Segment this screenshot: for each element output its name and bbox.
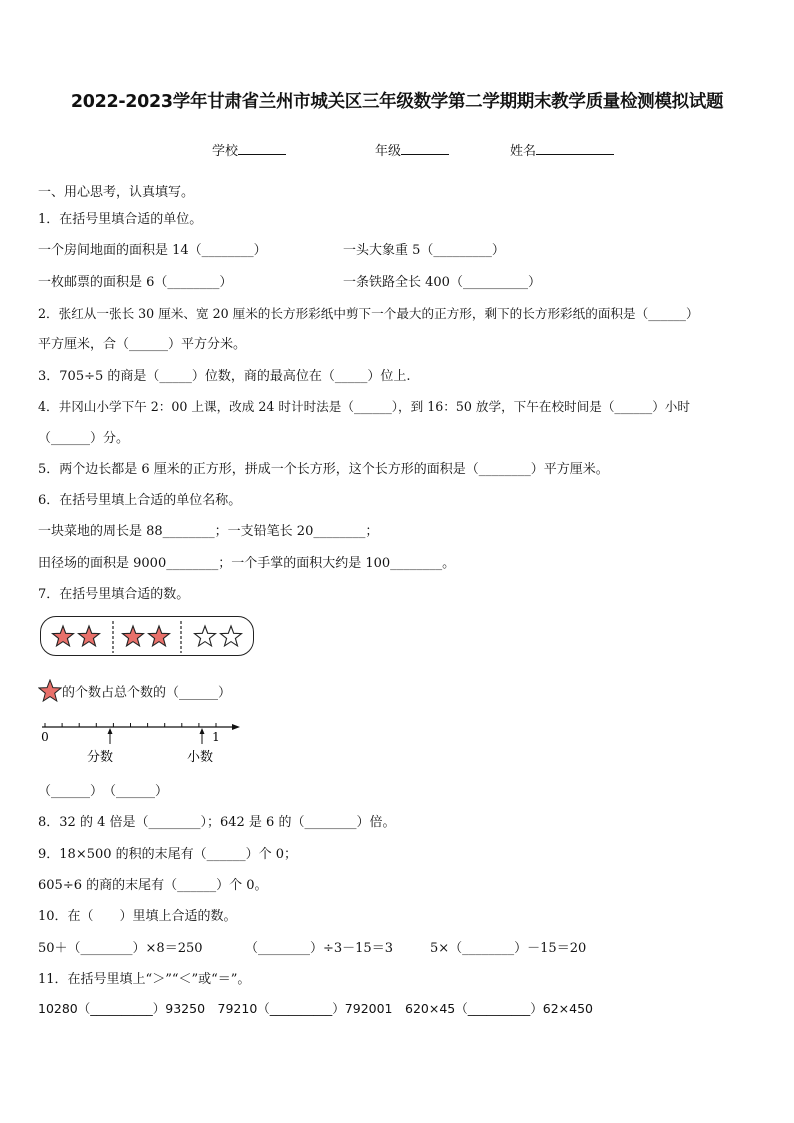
q8: 8．32 的 4 倍是（________）；642 是 6 的（________）倍。 <box>38 815 396 830</box>
q10-item-b: （________）÷3－15＝3 <box>245 941 393 956</box>
empty-star-icon <box>195 626 216 646</box>
star-group-box <box>40 616 254 656</box>
page-title: 2022-2023学年甘肃省兰州市城关区三年级数学第二学期期末教学质量检测模拟试题 <box>70 92 724 112</box>
school-field <box>212 140 286 159</box>
name-blank[interactable] <box>536 142 614 155</box>
q2-line-1: 2．张红从一张长 30 厘米、宽 20 厘米的长方形彩纸中剪下一个最大的正方形，剩下的长方形彩纸的面积是（______） <box>38 306 699 321</box>
q11-heading: 11．在括号里填上“＞”“＜”或“＝”。 <box>38 972 251 987</box>
q6-line-2: 田径场的面积是 9000________；一个手掌的面积大约是 100________。 <box>38 556 456 571</box>
section-1-heading: 一、用心思考，认真填写。 <box>38 185 195 200</box>
school-blank[interactable] <box>238 142 286 155</box>
filled-star-icon <box>123 626 144 646</box>
number-line <box>36 716 246 776</box>
q6-heading: 6．在括号里填上合适的单位名称。 <box>38 493 242 508</box>
school-label: 学校 <box>212 144 239 159</box>
q3: 3．705÷5 的商是（_____）位数，商的最高位在（_____）位上. <box>38 369 411 384</box>
nl-one-label: 1 <box>212 730 220 744</box>
nl-zero-label: 0 <box>41 730 49 744</box>
name-field <box>510 140 614 159</box>
q7-heading: 7．在括号里填合适的数。 <box>38 587 190 602</box>
q7-star-text: 的个数占总个数的（______） <box>62 685 232 701</box>
grade-blank[interactable] <box>401 142 449 155</box>
q5: 5．两个边长都是 6 厘米的正方形，拼成一个长方形，这个长方形的面积是（________）平方厘米。 <box>38 462 609 477</box>
arrow-head-icon <box>232 724 240 730</box>
q4-line-2: （______）分。 <box>38 431 130 446</box>
up-arrow-icon <box>200 728 205 734</box>
nl-decimal-label: 小数 <box>186 750 214 765</box>
q2-line-2: 平方厘米，合（______）平方分米。 <box>38 337 247 352</box>
q10-item-a: 50＋（________）×8＝250 <box>38 941 203 956</box>
nl-fraction-label: 分数 <box>86 750 114 765</box>
q9-line-2: 605÷6 的商的末尾有（______）个 0。 <box>38 878 268 893</box>
name-label: 姓名 <box>510 144 537 159</box>
q4-line-1: 4．井冈山小学下午 2：00 上课，改成 24 时计时法是（______），到 16：50 放学，下午在校时间是（______）小时 <box>38 399 690 414</box>
number-line-svg <box>36 716 246 772</box>
q11-comparisons: 10280（__________）93250 79210（__________）792001 620×45（__________）62×450 <box>38 1001 593 1016</box>
q10-item-c: 5×（________）－15＝20 <box>430 941 587 956</box>
empty-star-icon <box>221 626 242 646</box>
up-arrow-icon <box>108 728 113 734</box>
star-group <box>41 617 255 657</box>
q1-item-d: 一条铁路全长 400（__________） <box>343 275 541 290</box>
q1-item-c: 一枚邮票的面积是 6（________） <box>38 275 233 290</box>
q6-line-1: 一块菜地的周长是 88________；一支铅笔长 20________； <box>38 524 379 539</box>
grade-label: 年级 <box>375 144 402 159</box>
grade-field <box>375 140 449 159</box>
q7-star-question <box>38 679 231 703</box>
filled-star-icon <box>79 626 100 646</box>
q1-item-b: 一头大象重 5（_________） <box>343 243 505 258</box>
q7-answers: （______） （______） <box>38 784 169 799</box>
filled-star-icon <box>53 626 74 646</box>
q9-line-1: 9．18×500 的积的末尾有（______）个 0； <box>38 847 298 862</box>
q1-heading: 1．在括号里填合适的单位。 <box>38 212 203 227</box>
star-icon <box>38 679 62 703</box>
q1-item-a: 一个房间地面的面积是 14（________） <box>38 243 267 258</box>
q10-heading: 10．在（ ）里填上合适的数。 <box>38 909 237 924</box>
filled-star-icon <box>149 626 170 646</box>
